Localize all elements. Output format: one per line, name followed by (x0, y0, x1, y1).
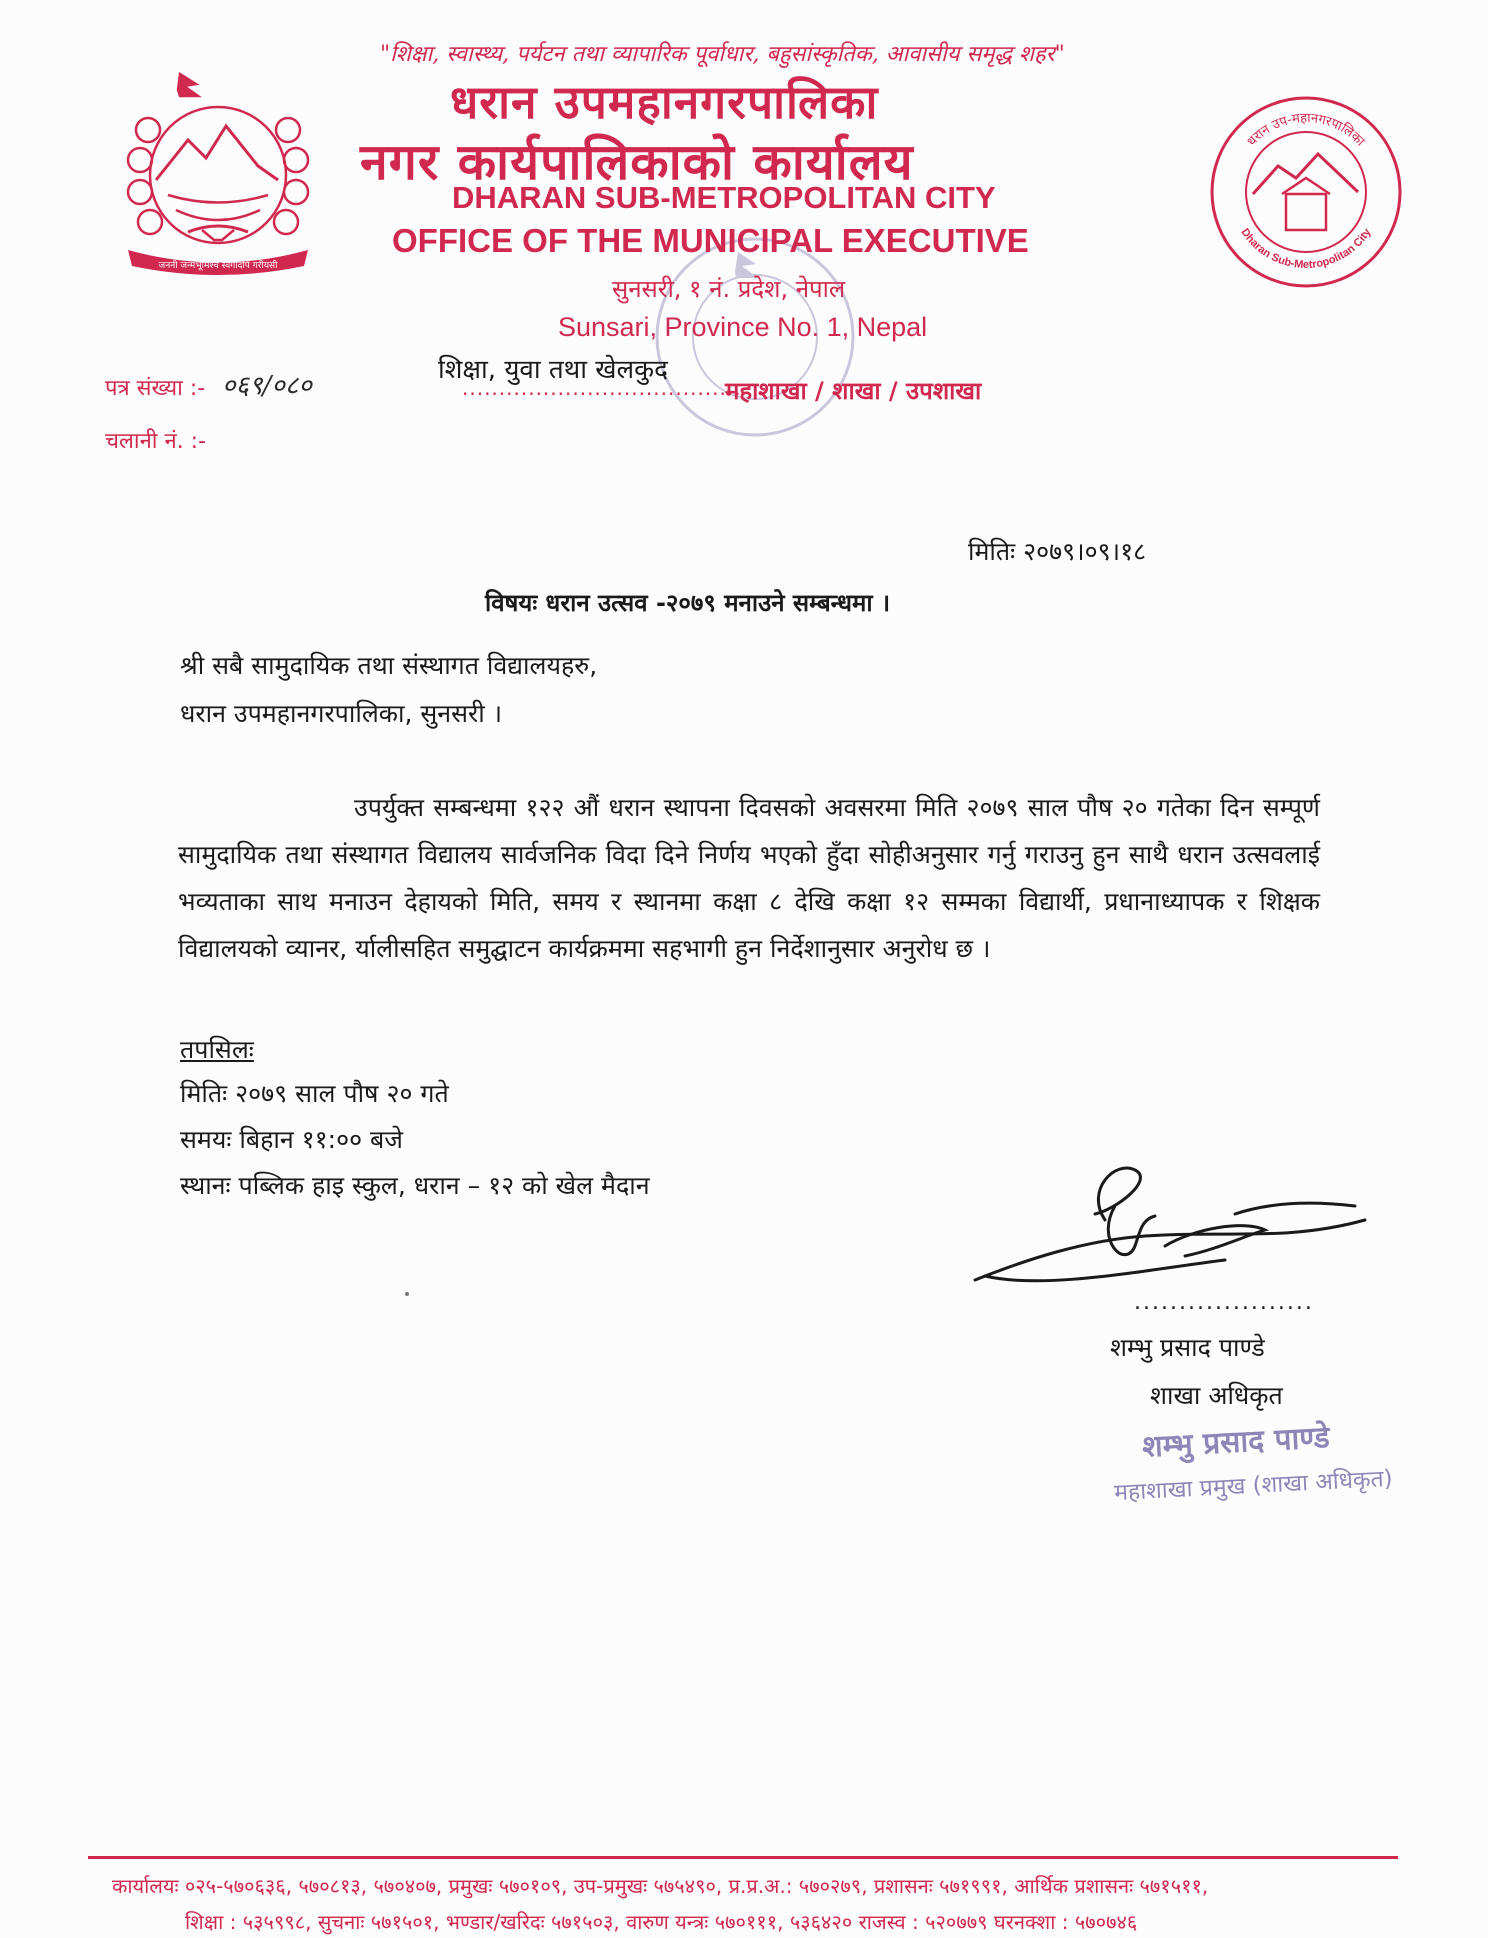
nepal-emblem-icon (118, 70, 318, 280)
handwritten-signature (965, 1150, 1405, 1300)
footer-divider (88, 1856, 1398, 1859)
letter-body (178, 784, 1320, 972)
signer-name: शम्भु प्रसाद पाण्डे (1110, 1333, 1265, 1362)
scan-speck (405, 1292, 409, 1296)
details-heading: तपसिलः (180, 1035, 254, 1064)
designation-stamp: महाशाखा प्रमुख (शाखा अधिकृत) (1113, 1465, 1394, 1507)
municipal-seal-icon (1208, 94, 1404, 290)
letter-body-text: उपर्युक्त सम्बन्धमा १२२ औं धरान स्थापना दिवसको अवसरमा मिति २०७९ साल पौष २० गतेका दिन सम्पूर्ण सामुदायिक तथा संस्थागत विद्यालय सार्वजनिक विदा दिने निर्णय भएको हुँदा सोहीअनुसार गर्नु गराउनु हुन साथै धरान उत्सवलाई भव्यताका साथ मनाउन देहायको मिति, समय र स्थानमा कक्षा ८ देखि कक्षा १२ सम्मका विद्यार्थी, प्रधानाध्यापक र शिक्षक विद्यालयको व्यानर, र्यालीसहित समुद्घाटन कार्यक्रममा सहभागी हुन निर्देशानुसार अनुरोध छ । (178, 793, 1320, 963)
svg-text:धरान उप-महानगरपालिका (1244, 111, 1367, 150)
letterhead-address-nepali: सुनसरी, १ नं. प्रदेश, नेपाल (612, 275, 846, 303)
signature-dotted-line: .................... (1134, 1290, 1314, 1315)
addressee-line-1: श्री सबै सामुदायिक तथा संस्थागत विद्यालयहरु, (180, 651, 598, 680)
department-dotted-line: ...................................... (462, 376, 742, 400)
letterhead-tagline: "शिक्षा, स्वास्थ्य, पर्यटन तथा व्यापारिक पूर्वाधार, बहुसांस्कृतिक, आवासीय समृद्ध शहर" (380, 42, 1065, 67)
letterhead-office-nepali: नगर कार्यपालिकाको कार्यालय (360, 133, 914, 191)
department-name: शिक्षा, युवा तथा खेलकुद (438, 355, 668, 385)
svg-text:Dharan Sub-Metropolitan City (1238, 226, 1373, 271)
letterhead-title-english: DHARAN SUB-METROPOLITAN CITY (452, 180, 996, 215)
department-suffix: महाशाखा / शाखा / उपशाखा (725, 377, 982, 405)
detail-place: स्थानः पब्लिक हाइ स्कुल, धरान – १२ को खेल मैदान (180, 1171, 650, 1200)
signer-title: शाखा अधिकृत (1150, 1381, 1283, 1410)
letter-date: मितिः २०७९।०९।१८ (968, 537, 1147, 566)
footer-contacts-line-1: कार्यालयः ०२५-५७०६३६, ५७०८१३, ५७०४०७, प्रमुखः ५७०१०९, उप-प्रमुखः ५७५४९०, प्र.प्र.अ.: ५७०२७९, प्रशासनः ५७१९९१, आर्थिक प्रशासनः ५७१५११, (112, 1874, 1209, 1898)
letter-number-label: पत्र संख्या :- (105, 376, 206, 401)
name-stamp: शम्भु प्रसाद पाण्डे (1141, 1420, 1331, 1465)
letter-subject: विषयः धरान उत्सव -२०७९ मनाउने सम्बन्धमा । (485, 589, 891, 617)
seal-text-bottom: Dharan Sub-Metropolitan City (1238, 226, 1374, 272)
addressee-line-2: धरान उपमहानगरपालिका, सुनसरी । (180, 699, 503, 728)
seal-text-top: धरान उप-महानगरपालिका (1244, 110, 1368, 150)
detail-date: मितिः २०७९ साल पौष २० गते (180, 1079, 449, 1108)
emblem-motto: जननी जन्मभूमिश्च स्वर्गादपि गरीयसी (158, 261, 278, 271)
dispatch-number-label: चलानी नं. :- (105, 429, 207, 454)
footer-contacts-line-2: शिक्षा : ५३५९९८, सुचनाः ५७१५०१, भण्डार/खरिदः ५७१५०३, वारुण यन्त्रः ५७०१११, ५३६४२० राजस्व : ५२०७७९ घरनक्शा : ५७०७४६ (185, 1910, 1138, 1934)
letterhead-address-english: Sunsari, Province No. 1, Nepal (558, 312, 928, 342)
letter-number-value: ०६९/०८० (222, 371, 312, 401)
letterhead-title-nepali: धरान उपमहानगरपालिका (450, 75, 879, 129)
detail-time: समयः बिहान ११:०० बजे (180, 1125, 403, 1154)
letterhead-office-english: OFFICE OF THE MUNICIPAL EXECUTIVE (392, 222, 1029, 259)
